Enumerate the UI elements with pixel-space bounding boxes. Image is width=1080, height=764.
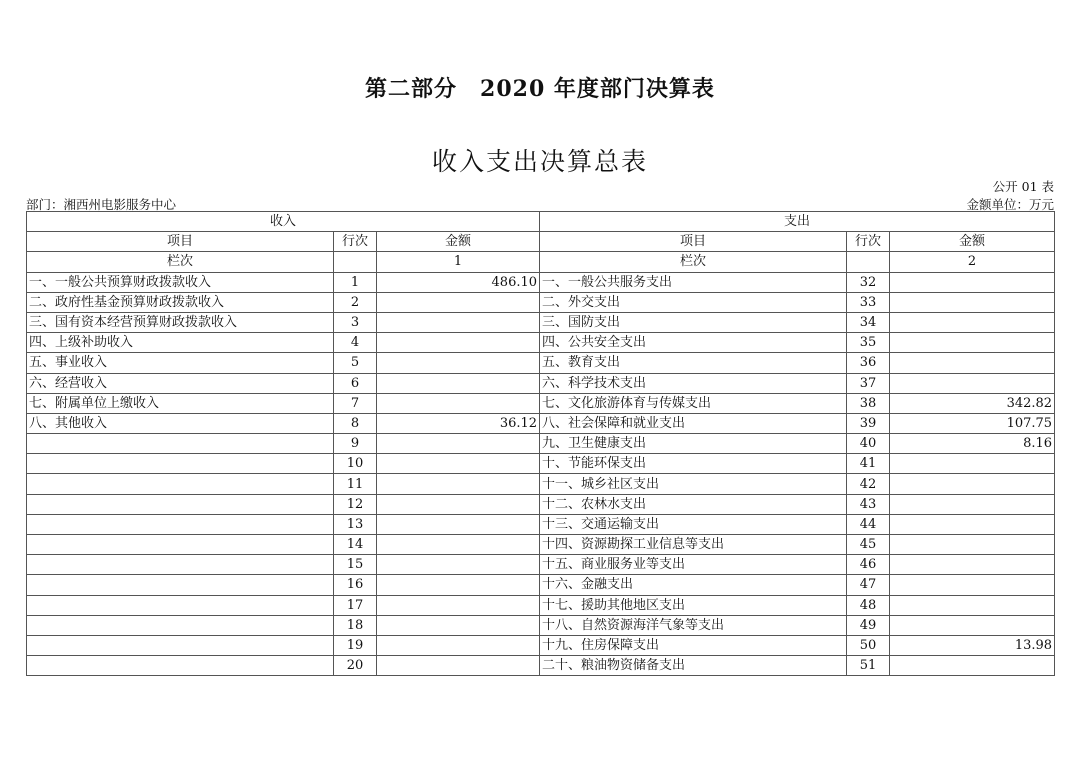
income-line-cell: 18 — [334, 615, 377, 635]
expense-line-cell: 42 — [847, 474, 890, 494]
income-item-cell: 四、上级补助收入 — [27, 333, 334, 353]
income-amount-cell — [377, 474, 540, 494]
expense-line-cell: 34 — [847, 312, 890, 332]
income-line-cell: 5 — [334, 353, 377, 373]
expense-amount-cell — [890, 312, 1055, 332]
expense-line-cell: 44 — [847, 514, 890, 534]
expense-amount-cell — [890, 333, 1055, 353]
expense-item-cell: 七、文化旅游体育与传媒支出 — [540, 393, 847, 413]
expense-column-label: 栏次 — [540, 252, 847, 272]
expense-item-cell: 三、国防支出 — [540, 312, 847, 332]
expense-line-cell: 48 — [847, 595, 890, 615]
income-amount-cell — [377, 353, 540, 373]
expense-amount-cell: 13.98 — [890, 635, 1055, 655]
table-row — [27, 373, 1055, 393]
expense-line-header: 行次 — [847, 232, 890, 252]
table-row — [27, 454, 1055, 474]
income-amount-cell — [377, 494, 540, 514]
income-item-cell — [27, 474, 334, 494]
expense-amount-cell: 8.16 — [890, 434, 1055, 454]
expense-amount-cell — [890, 494, 1055, 514]
amount-unit-label: 金额单位：万元 — [966, 197, 1054, 212]
income-item-cell: 三、国有资本经营预算财政拨款收入 — [27, 312, 334, 332]
expense-item-cell: 十四、资源勘探工业信息等支出 — [540, 535, 847, 555]
table-row — [27, 272, 1055, 292]
income-amount-cell — [377, 535, 540, 555]
expense-amount-cell — [890, 656, 1055, 676]
income-line-cell: 16 — [334, 575, 377, 595]
table-row — [27, 615, 1055, 635]
expense-line-cell: 41 — [847, 454, 890, 474]
income-line-cell: 14 — [334, 535, 377, 555]
income-line-cell: 12 — [334, 494, 377, 514]
expense-item-cell: 九、卫生健康支出 — [540, 434, 847, 454]
expense-item-cell: 十八、自然资源海洋气象等支出 — [540, 615, 847, 635]
income-item-cell: 二、政府性基金预算财政拨款收入 — [27, 292, 334, 312]
expense-amount-cell — [890, 272, 1055, 292]
income-column-number: 1 — [377, 252, 540, 272]
column-header-row — [27, 232, 1055, 252]
income-line-cell: 13 — [334, 514, 377, 534]
expense-amount-cell — [890, 595, 1055, 615]
expense-line-cell: 45 — [847, 535, 890, 555]
expense-item-header: 项目 — [540, 232, 847, 252]
income-item-cell — [27, 514, 334, 534]
income-line-cell: 10 — [334, 454, 377, 474]
expense-line-cell: 39 — [847, 413, 890, 433]
expense-line-cell: 32 — [847, 272, 890, 292]
expense-item-cell: 二十、粮油物资储备支出 — [540, 656, 847, 676]
income-item-header: 项目 — [27, 232, 334, 252]
expense-item-cell: 八、社会保障和就业支出 — [540, 413, 847, 433]
income-line-cell: 1 — [334, 272, 377, 292]
table-row — [27, 494, 1055, 514]
table-row — [27, 292, 1055, 312]
expense-item-cell: 十一、城乡社区支出 — [540, 474, 847, 494]
income-amount-cell — [377, 514, 540, 534]
income-amount-header: 金额 — [377, 232, 540, 252]
income-line-cell: 19 — [334, 635, 377, 655]
table-row — [27, 656, 1055, 676]
income-item-cell — [27, 635, 334, 655]
table-row — [27, 413, 1055, 433]
income-expense-table — [26, 211, 1055, 676]
form-number: 公开 01 表 — [992, 179, 1054, 194]
expense-item-cell: 五、教育支出 — [540, 353, 847, 373]
expense-item-cell: 十、节能环保支出 — [540, 454, 847, 474]
income-line-cell: 9 — [334, 434, 377, 454]
expense-item-cell: 四、公共安全支出 — [540, 333, 847, 353]
income-line-cell: 20 — [334, 656, 377, 676]
income-line-cell: 2 — [334, 292, 377, 312]
expense-amount-cell — [890, 514, 1055, 534]
income-amount-cell — [377, 393, 540, 413]
expense-line-cell: 37 — [847, 373, 890, 393]
expense-item-cell: 十二、农林水支出 — [540, 494, 847, 514]
expense-line-cell: 35 — [847, 333, 890, 353]
table-row — [27, 393, 1055, 413]
income-item-cell — [27, 535, 334, 555]
expense-amount-cell — [890, 353, 1055, 373]
expense-line-cell: 40 — [847, 434, 890, 454]
table-row — [27, 595, 1055, 615]
expense-item-cell: 二、外交支出 — [540, 292, 847, 312]
income-line-cell: 7 — [334, 393, 377, 413]
expense-item-cell: 十六、金融支出 — [540, 575, 847, 595]
expense-amount-cell — [890, 373, 1055, 393]
expense-item-cell: 十七、援助其他地区支出 — [540, 595, 847, 615]
expense-line-cell: 38 — [847, 393, 890, 413]
income-item-cell — [27, 454, 334, 474]
income-item-cell — [27, 656, 334, 676]
expense-item-cell: 六、科学技术支出 — [540, 373, 847, 393]
expense-line-cell: 33 — [847, 292, 890, 312]
table-row — [27, 434, 1055, 454]
table-row — [27, 474, 1055, 494]
expense-amount-header: 金额 — [890, 232, 1055, 252]
income-item-cell: 六、经营收入 — [27, 373, 334, 393]
income-item-cell — [27, 555, 334, 575]
income-amount-cell — [377, 595, 540, 615]
expense-item-cell: 十九、住房保障支出 — [540, 635, 847, 655]
income-amount-cell — [377, 656, 540, 676]
expense-amount-cell — [890, 454, 1055, 474]
income-amount-cell — [377, 333, 540, 353]
income-item-cell: 八、其他收入 — [27, 413, 334, 433]
expense-group-header: 支出 — [540, 212, 1055, 232]
table-row — [27, 353, 1055, 373]
expense-amount-cell: 107.75 — [890, 413, 1055, 433]
column-number-row — [27, 252, 1055, 272]
expense-amount-cell — [890, 292, 1055, 312]
income-amount-cell — [377, 615, 540, 635]
table-row — [27, 575, 1055, 595]
table-row — [27, 635, 1055, 655]
income-line-cell: 4 — [334, 333, 377, 353]
income-item-cell — [27, 595, 334, 615]
income-line-cell: 3 — [334, 312, 377, 332]
expense-amount-cell — [890, 474, 1055, 494]
expense-item-cell: 一、一般公共服务支出 — [540, 272, 847, 292]
expense-item-cell: 十五、商业服务业等支出 — [540, 555, 847, 575]
income-column-label: 栏次 — [27, 252, 334, 272]
group-header-row — [27, 212, 1055, 232]
expense-line-cell: 49 — [847, 615, 890, 635]
expense-line-cell: 43 — [847, 494, 890, 514]
income-line-cell: 8 — [334, 413, 377, 433]
expense-line-cell: 46 — [847, 555, 890, 575]
income-amount-cell — [377, 555, 540, 575]
expense-line-cell: 47 — [847, 575, 890, 595]
expense-amount-cell — [890, 535, 1055, 555]
income-amount-cell — [377, 292, 540, 312]
income-amount-cell — [377, 635, 540, 655]
income-group-header: 收入 — [27, 212, 540, 232]
table-row — [27, 555, 1055, 575]
income-item-cell — [27, 575, 334, 595]
income-item-cell: 五、事业收入 — [27, 353, 334, 373]
income-amount-cell — [377, 312, 540, 332]
department-label: 部门：湘西州电影服务中心 — [26, 197, 177, 212]
expense-line-empty — [847, 252, 890, 272]
table-row — [27, 312, 1055, 332]
table-title: 收入支出决算总表 — [431, 147, 648, 176]
income-item-cell — [27, 494, 334, 514]
income-amount-cell: 36.12 — [377, 413, 540, 433]
expense-amount-cell — [890, 575, 1055, 595]
income-amount-cell — [377, 454, 540, 474]
expense-line-cell: 36 — [847, 353, 890, 373]
income-line-header: 行次 — [334, 232, 377, 252]
income-item-cell: 一、一般公共预算财政拨款收入 — [27, 272, 334, 292]
income-line-cell: 6 — [334, 373, 377, 393]
expense-line-cell: 51 — [847, 656, 890, 676]
income-line-cell: 15 — [334, 555, 377, 575]
expense-item-cell: 十三、交通运输支出 — [540, 514, 847, 534]
income-amount-cell: 486.10 — [377, 272, 540, 292]
income-line-cell: 11 — [334, 474, 377, 494]
table-row — [27, 333, 1055, 353]
table-row — [27, 514, 1055, 534]
expense-amount-cell — [890, 555, 1055, 575]
expense-column-number: 2 — [890, 252, 1055, 272]
income-amount-cell — [377, 575, 540, 595]
expense-amount-cell — [890, 615, 1055, 635]
income-line-empty — [334, 252, 377, 272]
income-amount-cell — [377, 373, 540, 393]
income-item-cell: 七、附属单位上缴收入 — [27, 393, 334, 413]
expense-amount-cell: 342.82 — [890, 393, 1055, 413]
expense-line-cell: 50 — [847, 635, 890, 655]
income-amount-cell — [377, 434, 540, 454]
income-item-cell — [27, 615, 334, 635]
table-row — [27, 535, 1055, 555]
part-title: 第二部分 2020 年度部门决算表 — [365, 76, 715, 102]
income-line-cell: 17 — [334, 595, 377, 615]
income-item-cell — [27, 434, 334, 454]
